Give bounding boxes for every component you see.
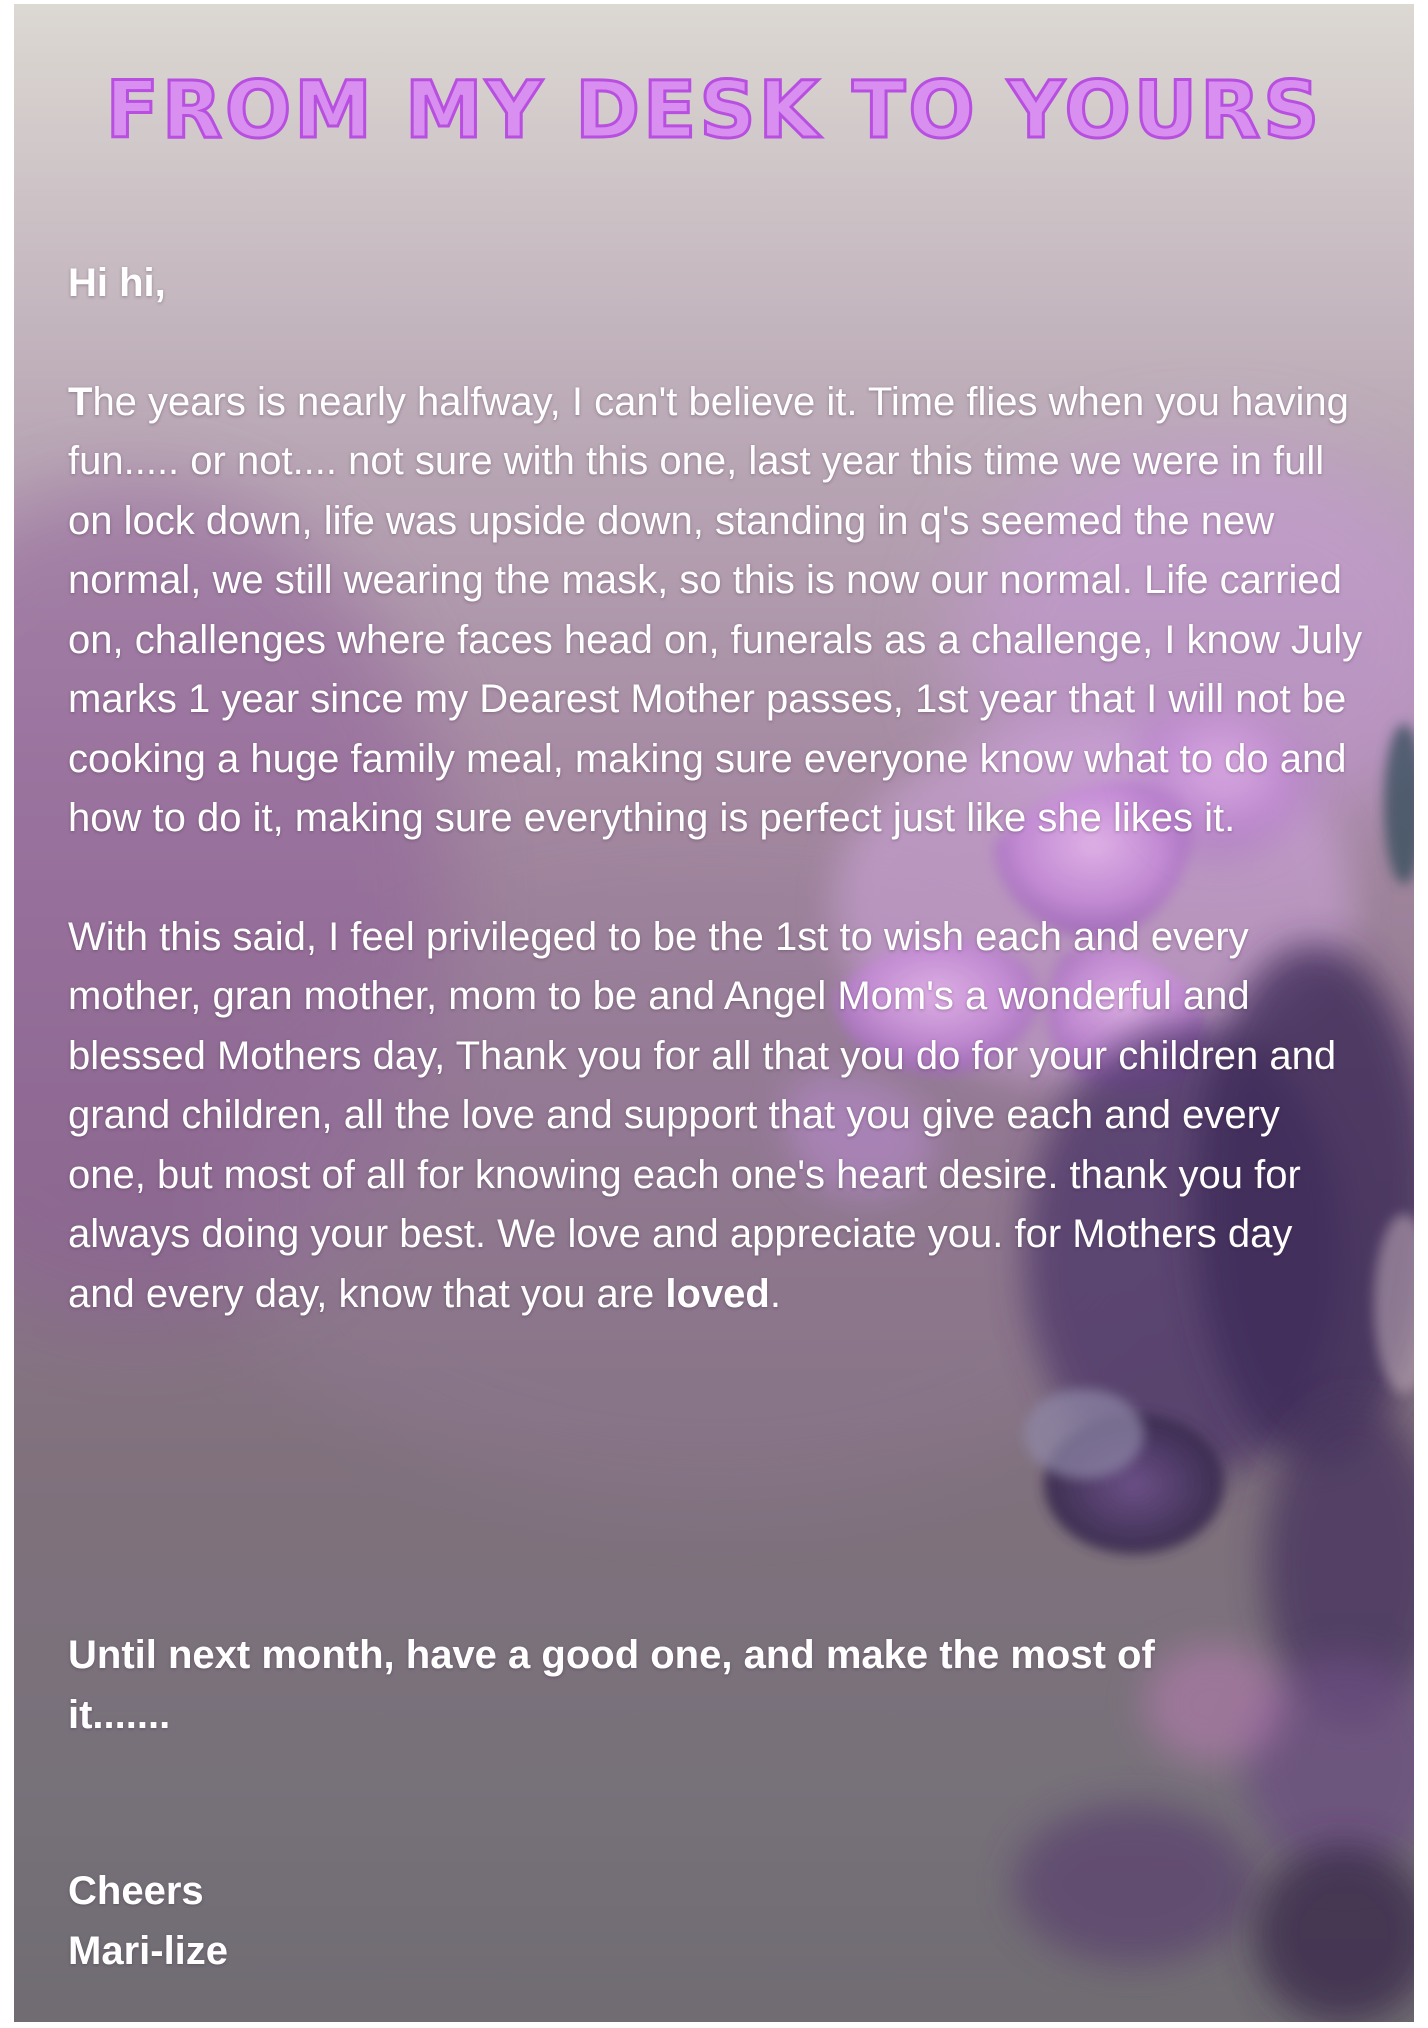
paragraph-1-text: he years is nearly halfway, I can't believe it. Time flies when you having fun..... or not.... not sure with this one, last year this time we were in full on lock down, life was upside down, standing in q's seemed the new normal, we still wearing the mask, so this is now our normal. Life carried on, challenges where faces head on, funerals as a challenge, I know July marks 1 year since my Dearest Mother passes, 1st year that I will not be cooking a huge family meal, making sure everyone know what to do and how to do it, making sure everything is perfect just like she likes it. xyxy=(68,379,1363,840)
signoff-cheers: Cheers xyxy=(68,1869,204,1913)
letter-body xyxy=(68,254,1368,1324)
page-title: FROM MY DESK TO YOURS xyxy=(105,66,1323,156)
drop-letter: T xyxy=(68,379,93,424)
greeting: Hi hi, xyxy=(68,261,166,305)
newsletter-poster xyxy=(14,4,1414,2022)
paragraph-1 xyxy=(68,373,1368,849)
loved-emphasis: loved xyxy=(665,1271,770,1316)
signoff-name: Mari-lize xyxy=(68,1928,229,1973)
closing-line: Until next month, have a good one, and make the most of it....... xyxy=(68,1633,1155,1737)
paragraph-2 xyxy=(68,908,1368,1325)
signoff xyxy=(68,1862,668,1981)
paragraph-2-end: . xyxy=(769,1271,781,1316)
paragraph-2-text: With this said, I feel privileged to be the 1st to wish each and every mother, gran mother, mom to be and Angel Mom's a wonderful and blessed Mothers day, Thank you for all that you do for your children and grand children, all the love and support that you give each and every one, but most of all for knowing each one's heart desire. thank you for always doing your best. We love and appreciate you. for Mothers day and every day, know that you are xyxy=(68,914,1337,1316)
